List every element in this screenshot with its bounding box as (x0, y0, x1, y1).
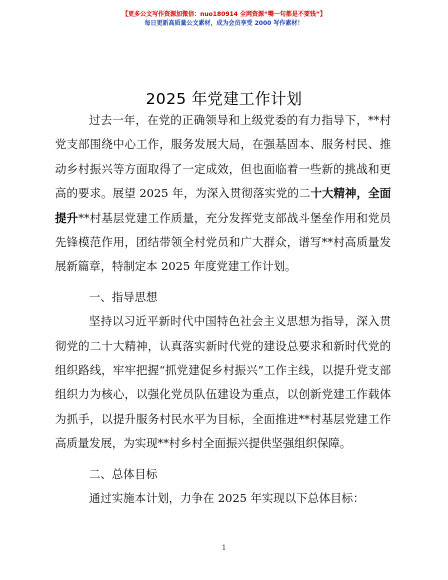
intro-text-start: 过去一年，在党的正确领导和上级党委的有力指导下，**村党支部围绕中心工作，服务发展大局，在强基固本、服务村民、推动乡村振兴等方面取得了一定成效，但也面临着一些新的挑战和更高的要求。展望 2025 年，为深入贯彻落实党的二 (55, 113, 391, 201)
intro-text-end: **村基层党建工作质量，充分发挥党支部战斗堡垒作用和党员先锋模范作用，团结带领全村党员和广大群众，谱写**村高质量发展新篇章，特制定本 2025 年度党建工作计划。 (55, 210, 391, 274)
promo-banner-line-1: 【更多公文写作资源加微信：nuo180914 全网资源“嘴一句都是不要钱”】 (122, 11, 326, 18)
page-number: 1 (221, 544, 227, 552)
intro-bold-text: 十大精神，全面提升 (55, 186, 391, 225)
intro-paragraph (55, 108, 391, 279)
section-paragraph-guiding-ideology: 坚持以习近平新时代中国特色社会主义思想为指导，深入贯彻党的二十大精神，认真落实新时代党的建设总要求和新时代党的组织路线，牢牢把握“抓党建促乡村振兴”工作主线，以提升党支部组织力为核心，以强化党员队伍建设为重点，以创新党建工作载体为抓手，以提升服务村民水平为目标，全面推进**村基层党建工作高质量发展，为实现**村乡村全面振兴提供坚强组织保障。 (55, 314, 391, 451)
promo-banner (0, 10, 448, 28)
document-body (55, 108, 391, 511)
section-paragraph-overall-goals: 通过实施本计划，力争在 2025 年实现以下总体目标： (89, 491, 365, 506)
document-title: 2025 年党建工作计划 (145, 90, 303, 108)
section-heading-overall-goals: 二、总体目标 (89, 466, 158, 481)
section-heading-guiding-ideology: 一、指导思想 (89, 289, 158, 304)
promo-banner-line-2: 每日更新高质量公文素材，成为会员享受 2000 写作素材！ (144, 20, 304, 27)
